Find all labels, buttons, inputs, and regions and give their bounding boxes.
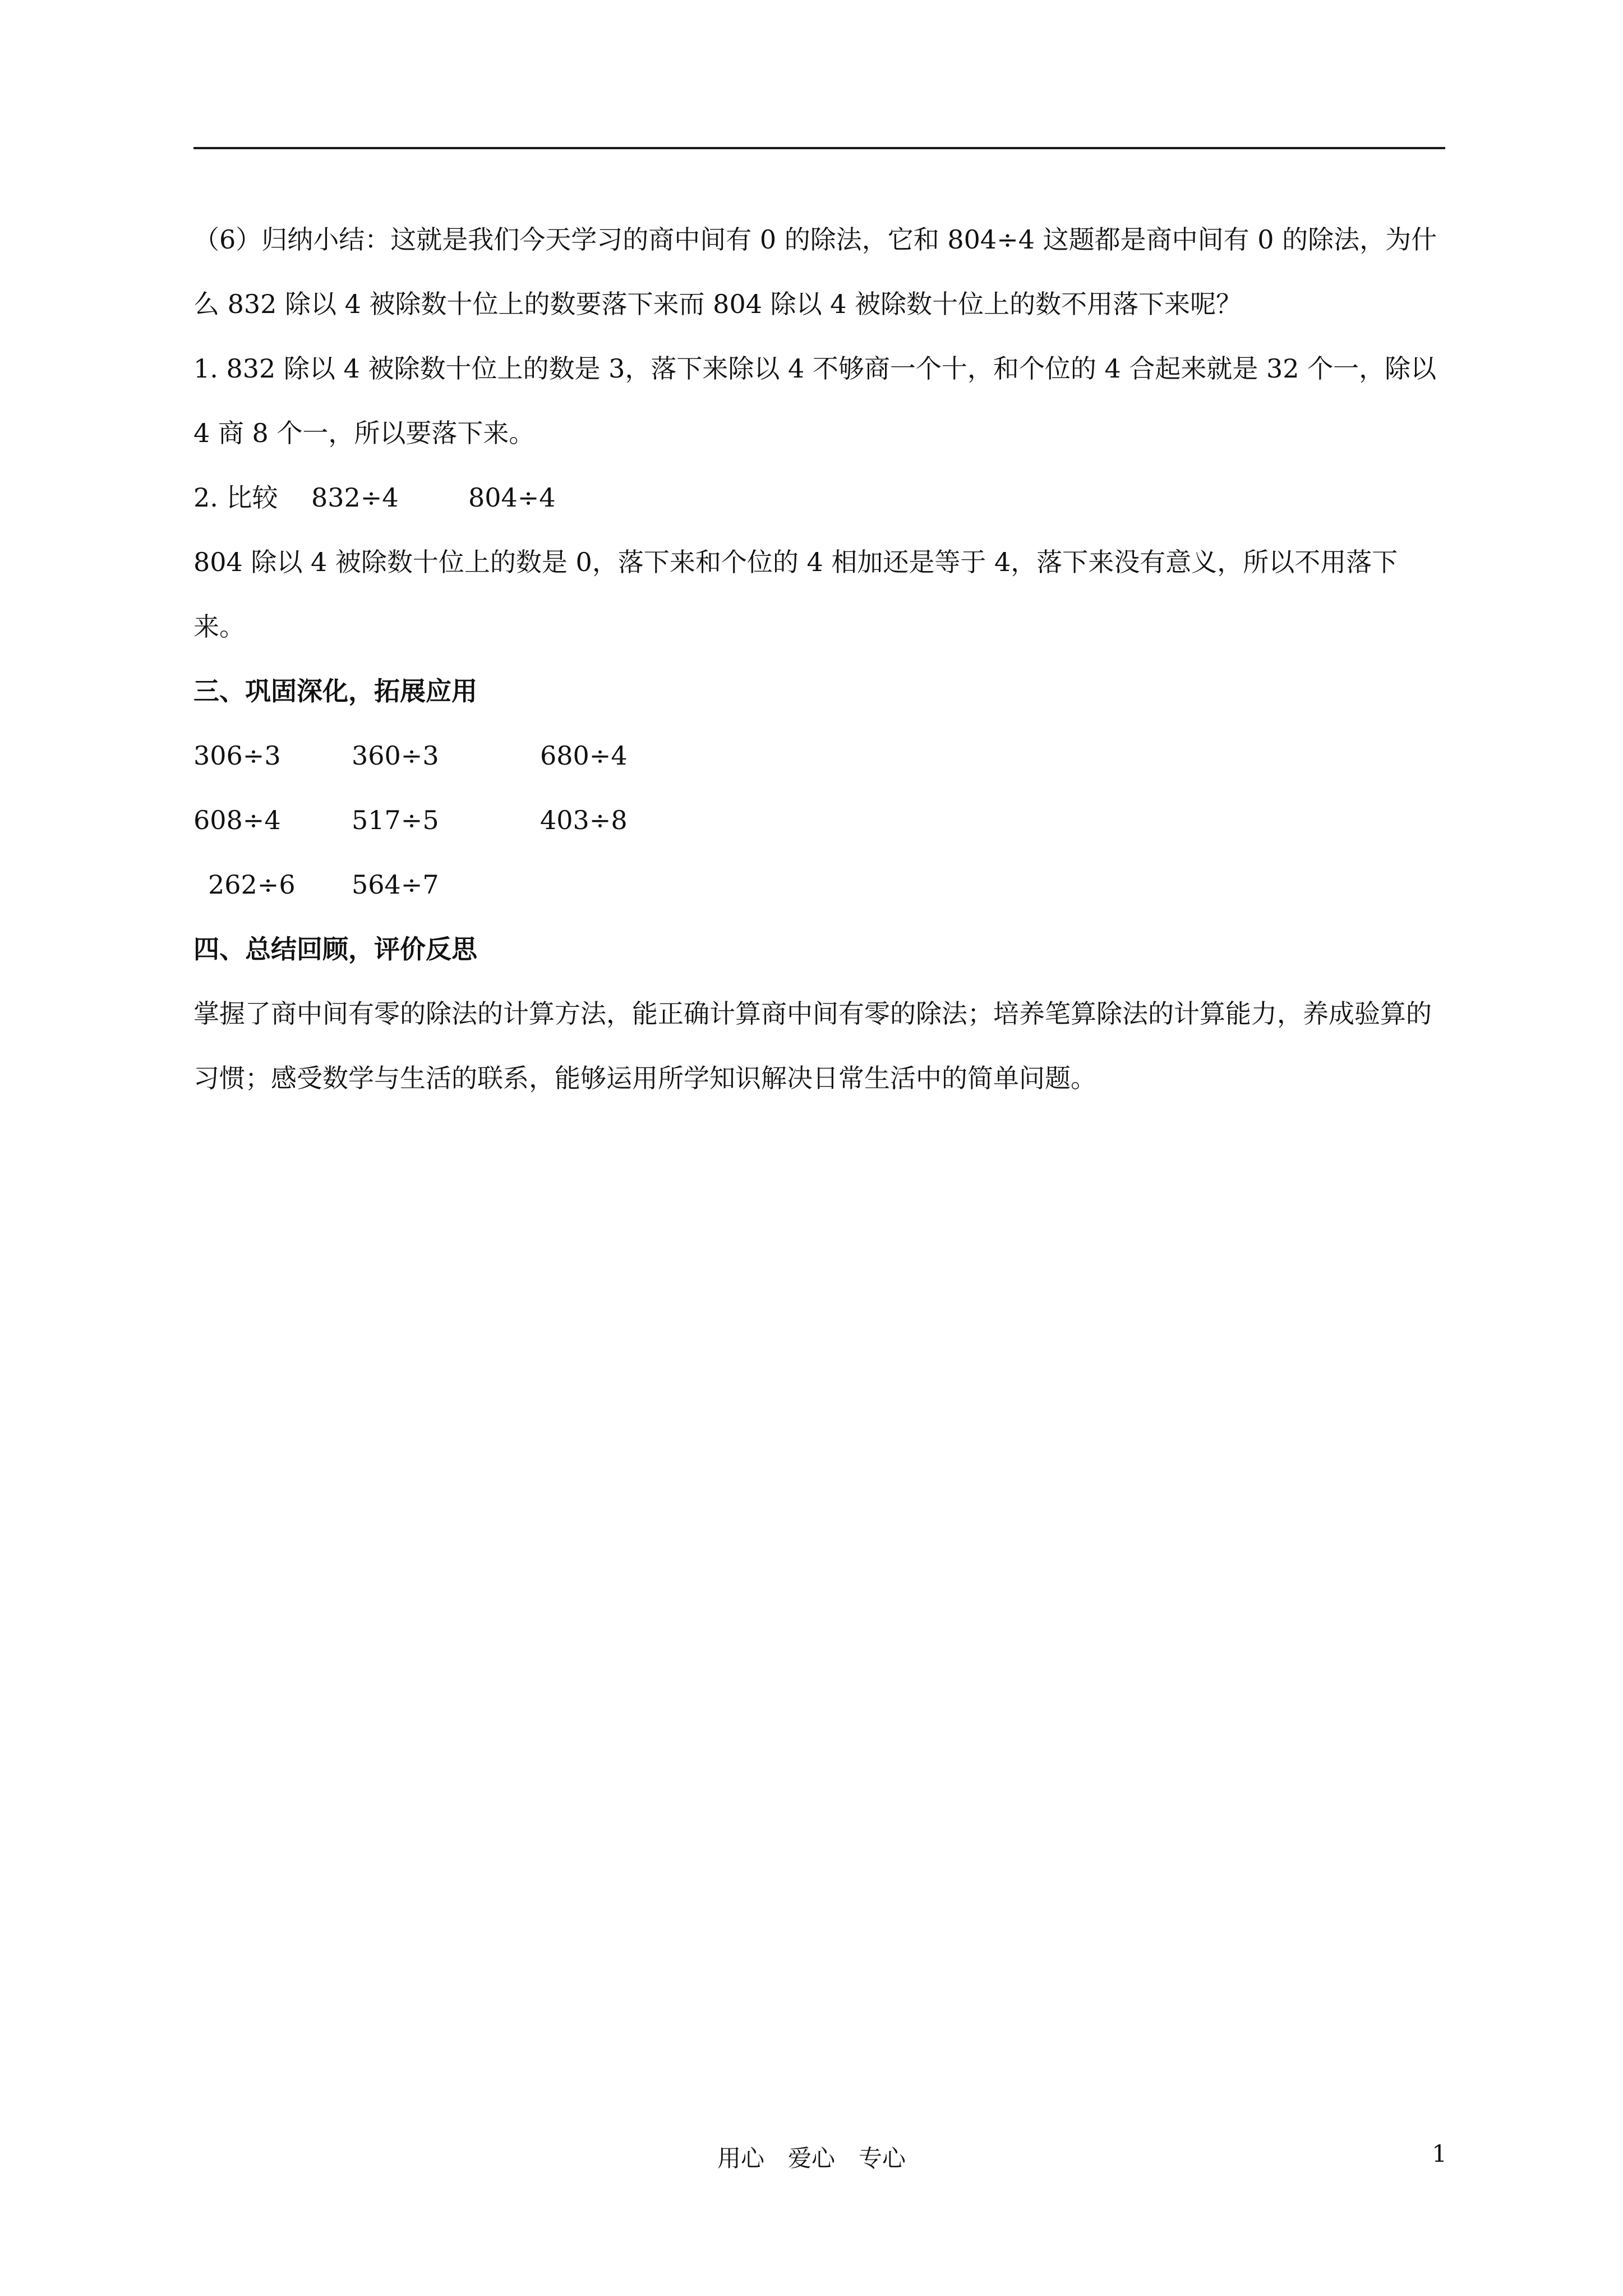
exercise-item: 360÷3 [352, 740, 439, 771]
exercise-item: 680÷4 [540, 740, 628, 771]
compare-expr-a: 832÷4 [311, 482, 399, 513]
exercise-item: 564÷7 [352, 869, 439, 900]
exercise-item: 306÷3 [193, 740, 281, 771]
compare-expr-b: 804÷4 [468, 482, 556, 513]
document-body [193, 208, 1445, 1111]
footer-motto: 用心 爱心 专心 [717, 2145, 906, 2172]
header-rule [193, 147, 1445, 149]
compare-label: 2. 比较 [193, 482, 278, 513]
exercise-item: 403÷8 [540, 805, 628, 835]
exercise-item: 517÷5 [352, 805, 439, 835]
explanation-804: 804 除以 4 被除数十位上的数是 0，落下来和个位的 4 相加还是等于 4，落下来没有意义，所以不用落下来。 [193, 547, 1398, 642]
compare-row [193, 466, 1445, 530]
explanation-832: 1. 832 除以 4 被除数十位上的数是 3，落下来除以 4 不够商一个十，和个位的 4 合起来就是 32 个一，除以 4 商 8 个一，所以要落下来。 [193, 353, 1437, 448]
section-3-heading: 三、巩固深化，拓展应用 [193, 676, 477, 706]
exercise-row [193, 788, 1445, 853]
summary-paragraph: （6）归纳小结：这就是我们今天学习的商中间有 0 的除法，它和 804÷4 这题都是商中间有 0 的除法，为什么 832 除以 4 被除数十位上的数要落下来而 804 除以 4 被除数十位上的数不用落下来呢？ [193, 224, 1437, 319]
section-4-heading: 四、总结回顾，评价反思 [193, 934, 477, 964]
exercise-item: 608÷4 [193, 805, 281, 835]
exercise-item: 262÷6 [208, 869, 296, 900]
exercise-row [193, 724, 1445, 788]
section-4-body: 掌握了商中间有零的除法的计算方法，能正确计算商中间有零的除法；培养笔算除法的计算能力，养成验算的习惯；感受数学与生活的联系，能够运用所学知识解决日常生活中的简单问题。 [193, 999, 1432, 1093]
page-number: 1 [1432, 2140, 1447, 2168]
exercise-row [193, 853, 1445, 917]
